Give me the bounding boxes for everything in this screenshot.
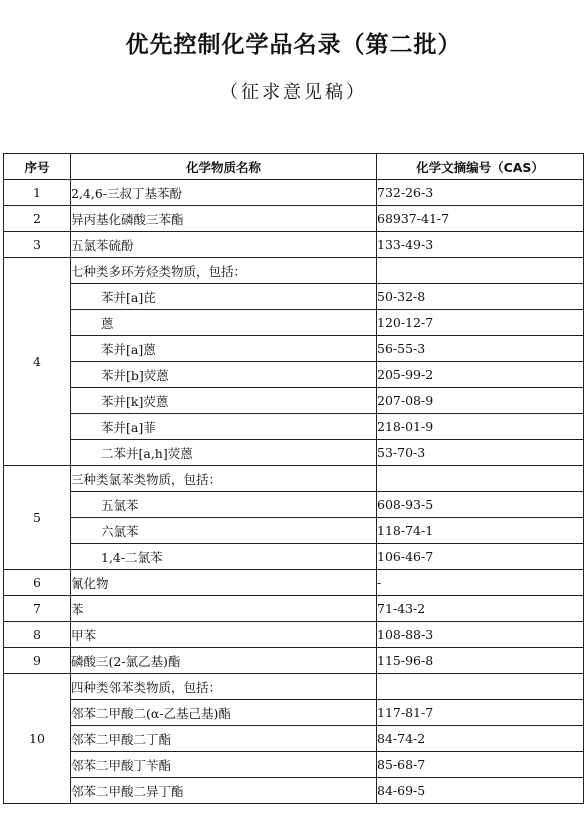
row-cas-number: 133-49-3 [377, 232, 584, 258]
row-seq-number: 9 [4, 648, 71, 674]
table-row [4, 466, 584, 492]
row-cas-number: 56-55-3 [377, 336, 584, 362]
row-substance-name: 六氯苯 [71, 518, 377, 544]
row-substance-name: 四种类邻苯类物质，包括： [71, 674, 377, 700]
row-cas-number: 120-12-7 [377, 310, 584, 336]
row-cas-number: 106-46-7 [377, 544, 584, 570]
row-cas-number: 84-69-5 [377, 778, 584, 804]
row-substance-name: 三种类氯苯类物质，包括： [71, 466, 377, 492]
table-row [4, 362, 584, 388]
row-seq-number: 8 [4, 622, 71, 648]
row-cas-number: 205-99-2 [377, 362, 584, 388]
row-substance-name: 五氯苯 [71, 492, 377, 518]
row-seq-number: 10 [4, 674, 71, 804]
row-substance-name: 异丙基化磷酸三苯酯 [71, 206, 377, 232]
row-seq-number: 3 [4, 232, 71, 258]
table-row [4, 622, 584, 648]
table-row [4, 284, 584, 310]
row-substance-name: 甲苯 [71, 622, 377, 648]
header-name: 化学物质名称 [71, 154, 377, 180]
row-substance-name: 七种类多环芳烃类物质，包括： [71, 258, 377, 284]
table-row [4, 206, 584, 232]
row-cas-number [377, 258, 584, 284]
table-row [4, 648, 584, 674]
table-row [4, 752, 584, 778]
row-cas-number: 50-32-8 [377, 284, 584, 310]
row-cas-number: 71-43-2 [377, 596, 584, 622]
row-cas-number: 68937-41-7 [377, 206, 584, 232]
table-body [4, 180, 584, 804]
table-row [4, 440, 584, 466]
table-row [4, 310, 584, 336]
row-substance-name: 二苯并[a,h]荧蒽 [71, 440, 377, 466]
row-substance-name: 邻苯二甲酸丁苄酯 [71, 752, 377, 778]
row-substance-name: 蒽 [71, 310, 377, 336]
table-row [4, 492, 584, 518]
table-row [4, 674, 584, 700]
row-cas-number: - [377, 570, 584, 596]
table-row [4, 596, 584, 622]
table-row [4, 336, 584, 362]
row-seq-number: 2 [4, 206, 71, 232]
row-substance-name: 苯并[k]荧蒽 [71, 388, 377, 414]
row-substance-name: 邻苯二甲酸二异丁酯 [71, 778, 377, 804]
row-cas-number: 108-88-3 [377, 622, 584, 648]
row-substance-name: 邻苯二甲酸二(α-乙基己基)酯 [71, 700, 377, 726]
document-subtitle: （征求意见稿） [220, 82, 367, 103]
row-substance-name: 氰化物 [71, 570, 377, 596]
chemical-list-table [3, 153, 584, 804]
row-cas-number: 118-74-1 [377, 518, 584, 544]
header-cas: 化学文摘编号（CAS） [377, 154, 584, 180]
table-row [4, 700, 584, 726]
row-substance-name: 苯并[b]荧蒽 [71, 362, 377, 388]
row-substance-name: 苯并[a]蒽 [71, 336, 377, 362]
row-substance-name: 苯并[a]菲 [71, 414, 377, 440]
row-cas-number: 84-74-2 [377, 726, 584, 752]
table-row [4, 570, 584, 596]
row-cas-number [377, 674, 584, 700]
table-row [4, 388, 584, 414]
row-substance-name: 苯 [71, 596, 377, 622]
table-row [4, 726, 584, 752]
table-header-row [4, 154, 584, 180]
row-seq-number: 1 [4, 180, 71, 206]
row-substance-name: 苯并[a]芘 [71, 284, 377, 310]
row-cas-number: 53-70-3 [377, 440, 584, 466]
row-cas-number: 608-93-5 [377, 492, 584, 518]
table-row [4, 778, 584, 804]
row-substance-name: 邻苯二甲酸二丁酯 [71, 726, 377, 752]
table-row [4, 544, 584, 570]
row-cas-number: 218-01-9 [377, 414, 584, 440]
row-cas-number: 85-68-7 [377, 752, 584, 778]
row-seq-number: 7 [4, 596, 71, 622]
document-title: 优先控制化学品名录（第二批） [125, 32, 462, 58]
table-row [4, 232, 584, 258]
row-substance-name: 2,4,6-三叔丁基苯酚 [71, 180, 377, 206]
row-seq-number: 5 [4, 466, 71, 570]
row-substance-name: 1,4-二氯苯 [71, 544, 377, 570]
header-seq: 序号 [4, 154, 71, 180]
row-substance-name: 磷酸三(2-氯乙基)酯 [71, 648, 377, 674]
row-cas-number: 207-08-9 [377, 388, 584, 414]
row-seq-number: 6 [4, 570, 71, 596]
table-row [4, 258, 584, 284]
row-cas-number: 732-26-3 [377, 180, 584, 206]
row-cas-number: 117-81-7 [377, 700, 584, 726]
table-row [4, 518, 584, 544]
row-seq-number: 4 [4, 258, 71, 466]
table-row [4, 180, 584, 206]
row-cas-number: 115-96-8 [377, 648, 584, 674]
row-substance-name: 五氯苯硫酚 [71, 232, 377, 258]
row-cas-number [377, 466, 584, 492]
table-row [4, 414, 584, 440]
